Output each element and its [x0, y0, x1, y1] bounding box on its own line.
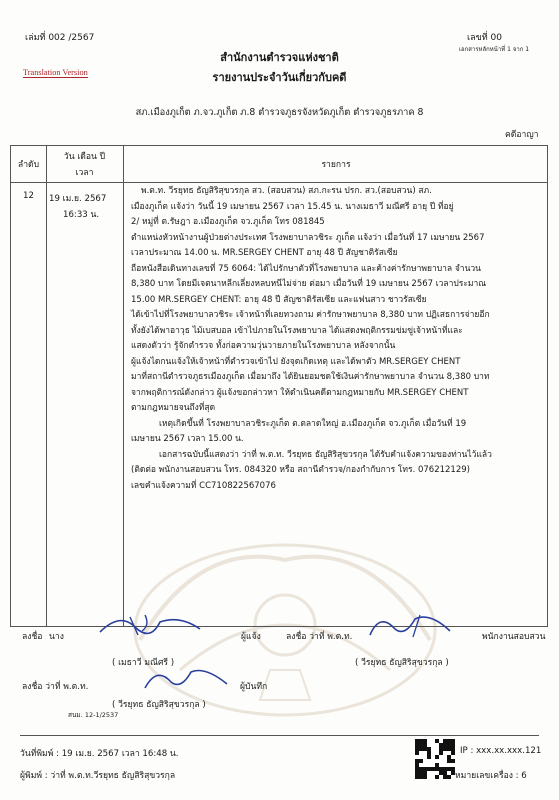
investigator-signature: [355, 607, 485, 642]
report-line: พ.ต.ท. วีรยุทธ ธัญสิริสุขวรกุล สว. (สอบสวน) สภ.กะรน ปรก. สว.(สอบสวน) สภ.: [141, 186, 432, 196]
report-line: เหตุเกิดขึ้นที่ โรงพยาบาลวชิระภูเก็ต ต.ตลาดใหญ่ อ.เมืองภูเก็ต จว.ภูเก็ต เมื่อวันที่ 19: [159, 418, 467, 429]
report-line: 15.00 MR.SERGEY CHENT: อายุ 48 ปี สัญชาติรัสเซีย และแฟนสาว ชาวรัสเซีย: [131, 294, 427, 305]
case-type: คดีอาญา: [505, 130, 539, 140]
translation-version-label: Translation Version: [23, 68, 88, 77]
office-title: สำนักงานตำรวจแห่งชาติ: [220, 51, 339, 64]
column-header-number: ลำดับ: [17, 160, 40, 170]
form-code: สนม. 12-1/2537: [68, 711, 119, 719]
sign-label-recorder: ลงชื่อ ว่าที่ พ.ต.ท.: [22, 682, 89, 692]
report-line: เอกสารฉบับนี้แสดงว่า ว่าที่ พ.ต.ท. วีรยุทธ ธัญสิริสุขวรกุล ได้รับคำแจ้งความของท่านไว้แล้ว: [159, 449, 492, 460]
station-name: สภ.เมืองภูเก็ต ภ.จว.ภูเก็ต ภ.8 ตำรวจภูธรจังหวัดภูเก็ต ตำรวจภูธรภาค 8: [135, 107, 424, 118]
row-date: 19 เม.ย. 2567: [49, 194, 107, 204]
report-line: 2/ หมู่ที่ ต.รัษฎา อ.เมืองภูเก็ต จว.ภูเก็ต โทร 081845: [131, 217, 325, 227]
sign-label-investigator: ลงชื่อ ว่าที่ พ.ต.ท.: [286, 632, 353, 642]
qr-code: [415, 739, 455, 779]
informant-name: ( เมธาวี มณีศรี ): [112, 658, 175, 668]
recorder-name: ( วีรยุทธ ธัญสิริสุขวรกุล ): [112, 700, 206, 710]
row-time: 16:33 น.: [63, 210, 100, 220]
page-count: เอกสารหลักหน้าที่ 1 จาก 1: [459, 46, 530, 53]
page-number: เลขที่ 00: [467, 33, 502, 43]
recorder-signature: [135, 660, 245, 695]
sign-label-informant: ลงชื่อ: [22, 632, 43, 642]
row-number: 12: [23, 191, 34, 201]
report-line: ตำแหน่งหัวหน้างานผู้ป่วยต่างประเทศ โรงพยาบาลวชิระ ภูเก็ต แจ้งว่า เมื่อวันที่ 17 เมษายน 2567: [131, 232, 485, 243]
report-line: เมษายน 2567 เวลา 15.00 น.: [131, 434, 244, 444]
column-header-date: วัน เดือน ปี: [63, 152, 106, 162]
print-count: หมายเลขเครื่อง : 6: [455, 771, 527, 781]
report-line: ถือหนังสือเดินทางเลขที่ 75 6064: ได้ไปรักษาตัวที่โรงพยาบาล และค้างค่ารักษาพยาบาล จำนวน: [131, 263, 481, 274]
report-line: 8,380 บาท โดยมีเจตนาหลีกเลี่ยงหลบหนีไม่จ่าย ต่อมา เมื่อวันที่ 19 เมษายน 2567 เวลาประมาณ: [131, 279, 487, 289]
investigator-label: พนักงานสอบสวน: [482, 632, 546, 642]
print-date: วันที่พิมพ์ : 19 เม.ย. 2567 เวลา 16:48 น.: [20, 749, 179, 759]
informant-title: นาง: [49, 632, 64, 642]
report-table: [10, 145, 548, 627]
report-line: เมืองภูเก็ต แจ้งว่า วันนี้ 19 เมษายน 2567 เวลา 15.45 น. นางเมธาวี มณีศรี อายุ ปี ที่อยู่: [131, 201, 454, 212]
informant-label: ผู้แจ้ง: [241, 632, 261, 642]
report-line: ได้เข้าไปที่โรงพยาบาลวชิระ เจ้าหน้าที่เลยทวงถาม ค่ารักษาพยาบาล 8,380 บาท ปฏิเสธการจ่ายอีก: [131, 310, 490, 320]
report-line: ตามกฎหมายจนถึงที่สุด: [131, 403, 216, 413]
recorder-label: ผู้บันทึก: [240, 682, 268, 692]
report-line: ทั้งยังได้พาอาวุธ ไม้เบสบอล เข้าไปภายในโรงพยาบาล ได้แสดงพฤติกรรมข่มขู่เจ้าหน้าที่และ: [131, 325, 463, 336]
informant-signature: [90, 607, 220, 642]
printed-by: ผู้พิมพ์ : ว่าที่ พ.ต.ท.วีรยุทธ ธัญสิริสุขวรกุล: [20, 771, 176, 781]
report-line: จากพฤติการณ์ดังกล่าว ผู้แจ้งขอกล่าวหา ให้ดำเนินคดีตามกฎหมายกับ MR.SERGEY CHENT: [131, 387, 469, 398]
report-line: ผู้แจ้งไดกนแจ้งให้เจ้าหน้าที่ตำรวจเข้าไป ยังจุดเกิดเหตุ และได้พาตัว MR.SERGEY CHENT: [131, 356, 461, 367]
report-line: (ติดต่อ พนักงานสอบสวน โทร. 084320 หรือ สถานีตำรวจ/กองกำกับการ โทร. 076212129): [131, 465, 470, 475]
report-line: มาที่สถานีตำรวจภูธรเมืองภูเก็ต เมื่อมาถึง ได้ยินยอมชดใช้เงินค่ารักษาพยาบาล จำนวน 8,380 บาท: [131, 372, 490, 382]
report-line: แสดงตัวว่า รู้จักตำรวจ ทั้งก่อความวุ่นวายภายในโรงพยาบาล หลังจากนั้น: [131, 341, 396, 351]
report-line: เลขคำแจ้งความที่ CC710822567076: [131, 480, 276, 491]
column-header-time: เวลา: [75, 168, 94, 178]
column-header-items: รายการ: [321, 160, 351, 170]
report-title: รายงานประจำวันเกี่ยวกับคดี: [212, 71, 347, 84]
investigator-name: ( วีรยุทธ ธัญสิริสุขวรกุล ): [355, 658, 449, 668]
ip-address: IP : xxx.xx.xxx.121: [460, 746, 542, 756]
report-line: เวลาประมาณ 14.00 น. MR.SERGEY CHENT อายุ 48 ปี สัญชาติรัสเซีย: [131, 248, 398, 258]
book-number: เล่มที่ 002 /2567: [25, 33, 95, 43]
